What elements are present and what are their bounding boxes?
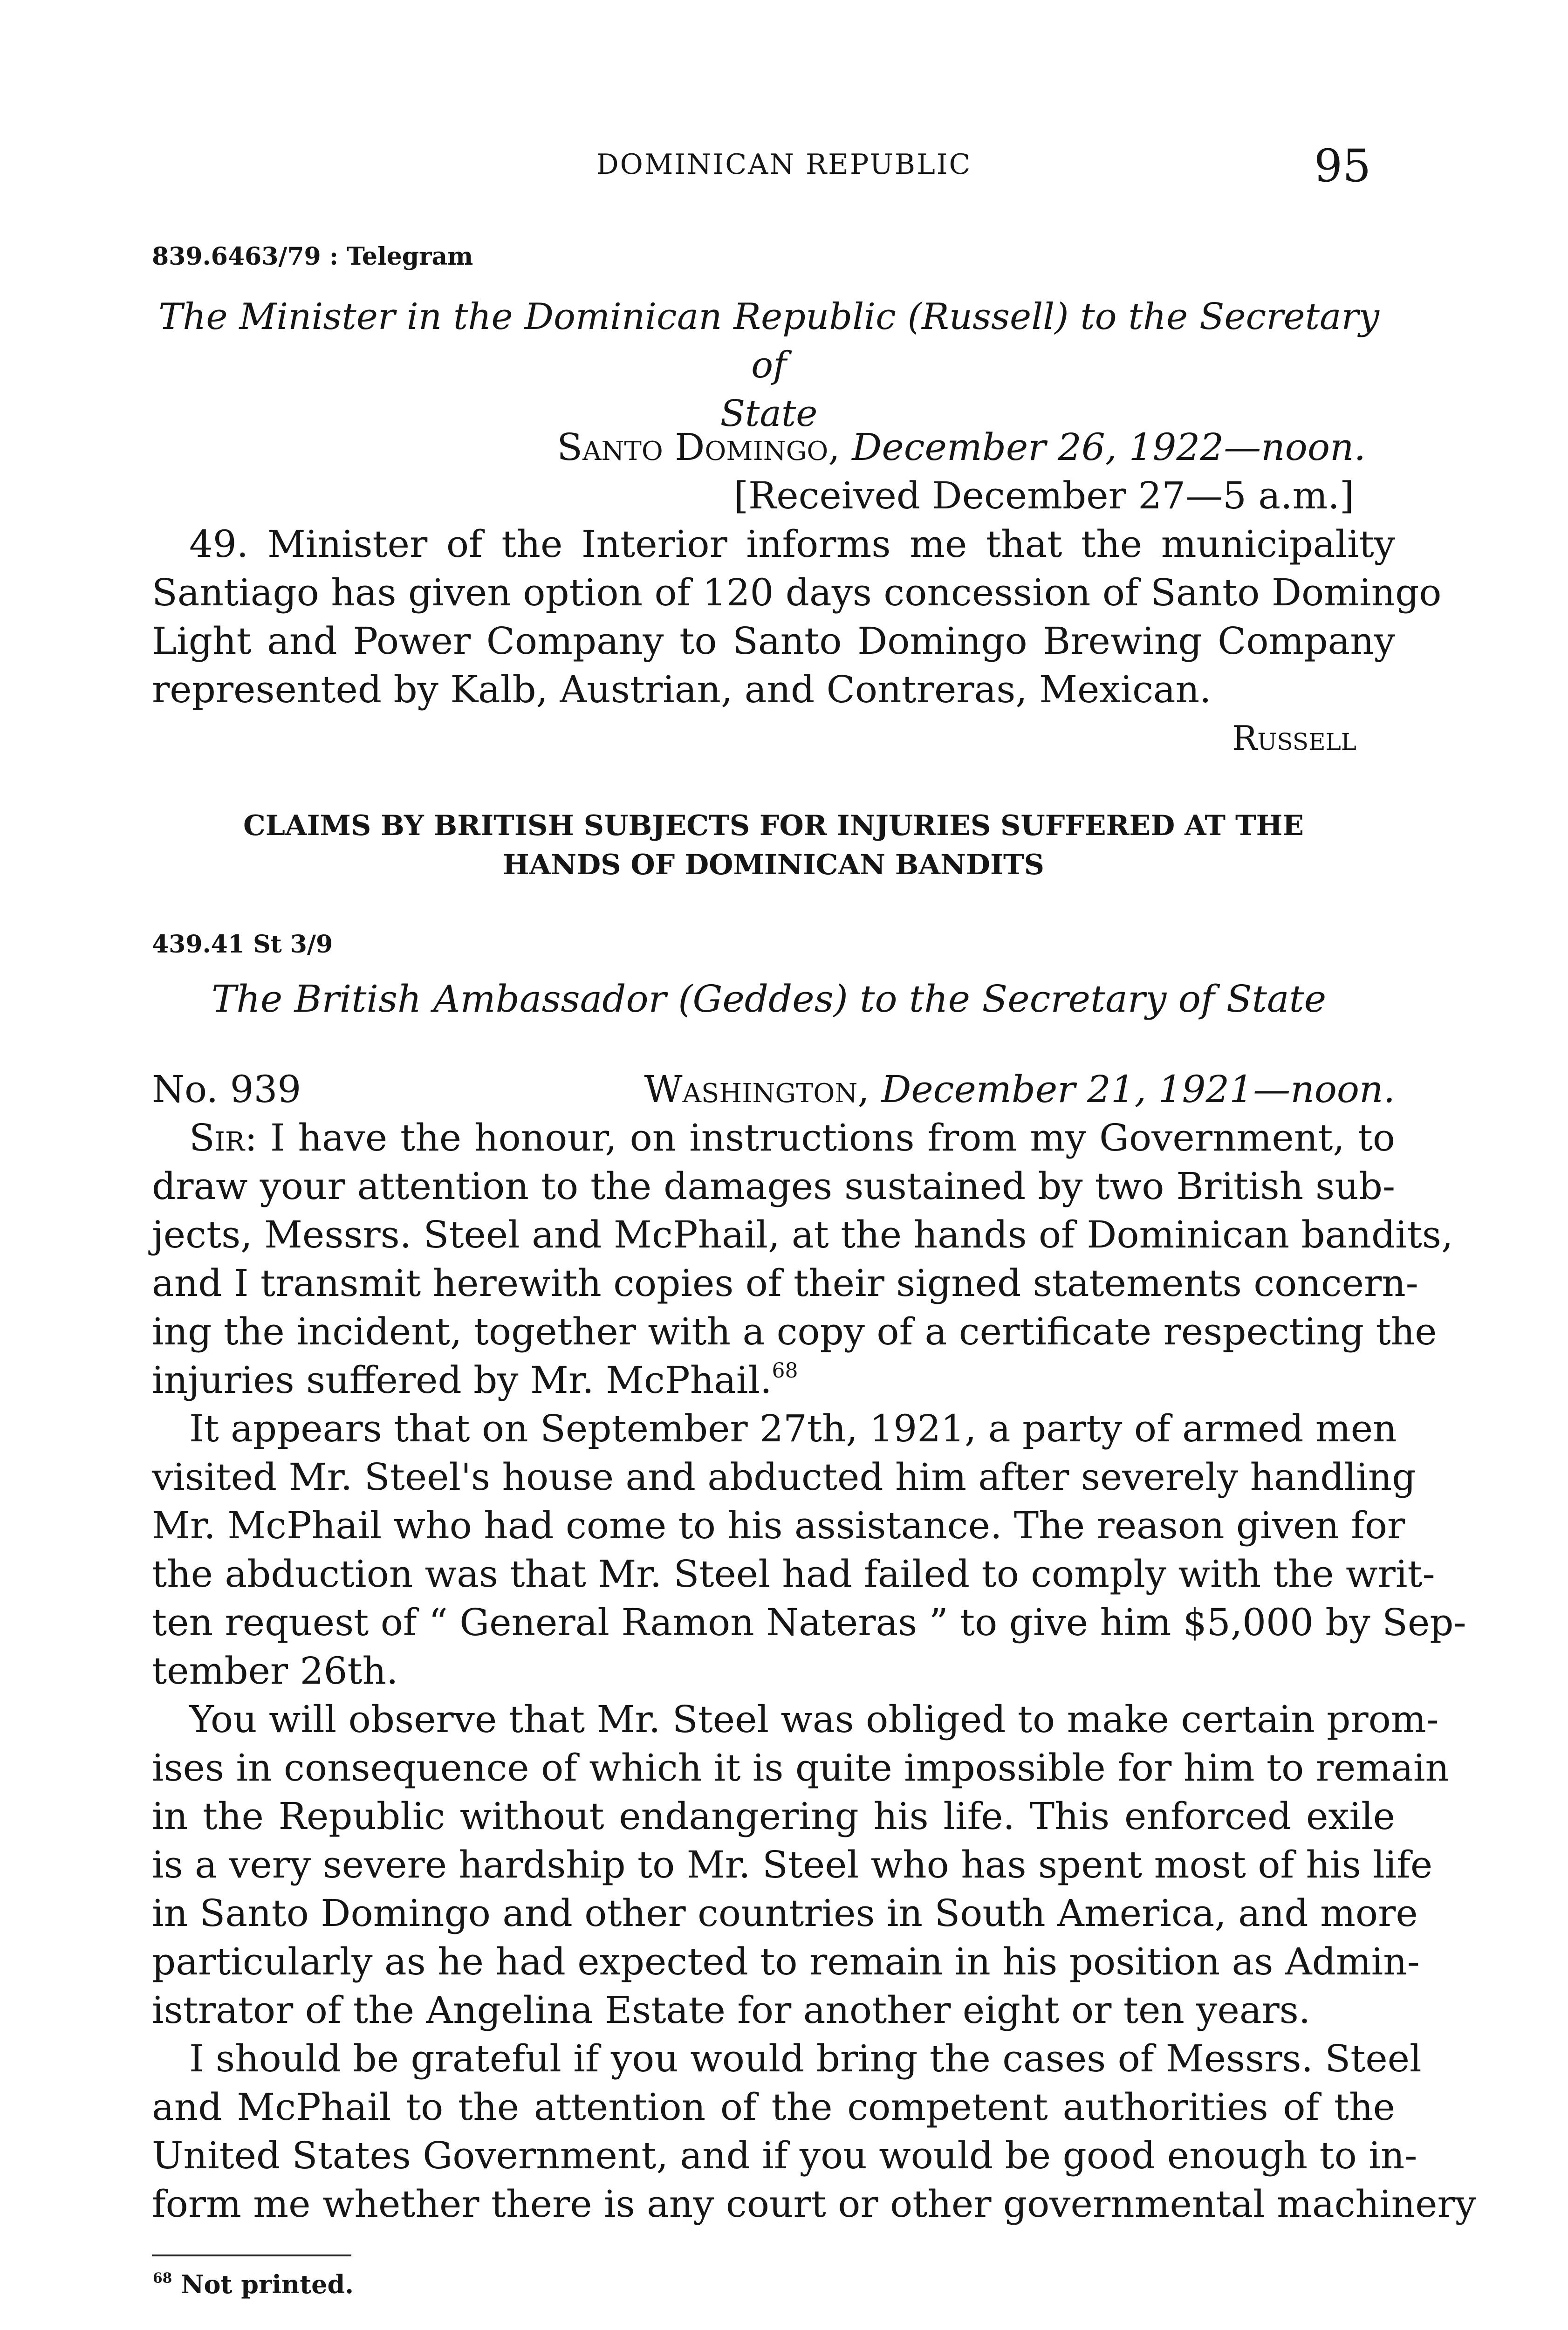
text-line: ing the incident, together with a copy of a certificate respecting the (152, 1310, 1437, 1353)
footnote-marker: 68 (153, 2270, 172, 2287)
text-line: tember 26th. (152, 1649, 398, 1693)
text-line: istrator of the Angelina Estate for another eight or ten years. (152, 1988, 1311, 2032)
file-reference: 439.41 St 3/9 (152, 930, 333, 959)
text-span: I have the honour, on instructions from my Government, to (257, 1116, 1395, 1159)
text-line: form me whether there is any court or other governmental machinery (152, 2182, 1476, 2226)
document-heading (149, 293, 1389, 438)
section-heading-line: CLAIMS BY BRITISH SUBJECTS FOR INJURIES SUFFERED AT THE (243, 809, 1304, 842)
text-line: and McPhail to the attention of the competent authorities of the (152, 2085, 1395, 2129)
footnote-rule (152, 2255, 351, 2256)
dateline-date: December 21, 1921—noon. (881, 1068, 1395, 1111)
running-header: DOMINICAN REPUBLIC (596, 148, 972, 181)
text-line: draw your attention to the damages sustained by two British sub- (152, 1165, 1395, 1208)
text-line: Mr. McPhail who had come to his assistance. The reason given for (152, 1504, 1405, 1547)
text-line: I should be grateful if you would bring the cases of Messrs. Steel (189, 2037, 1422, 2080)
text-span: injuries suffered by Mr. McPhail. (152, 1358, 772, 1402)
text-line (189, 1114, 1395, 1162)
text-line: particularly as he had expected to remain in his position as Admin- (152, 1940, 1420, 1983)
text-line: the abduction was that Mr. Steel had failed to comply with the writ- (152, 1552, 1435, 1596)
text-line: visited Mr. Steel's house and abducted him after severely handling (152, 1455, 1416, 1499)
file-reference: 839.6463/79 : Telegram (152, 242, 473, 271)
section-heading-line: HANDS OF DOMINICAN BANDITS (502, 849, 1044, 881)
text-line (152, 1356, 1395, 1405)
text-line: United States Government, and if you would be good enough to in- (152, 2134, 1417, 2177)
footnote-text: Not printed. (172, 2269, 354, 2299)
heading-line: State (720, 393, 818, 435)
text-line: 49. Minister of the Interior informs me that the municipality (189, 522, 1395, 566)
salutation: Sir: (189, 1116, 258, 1159)
text-line: jects, Messrs. Steel and McPhail, at the hands of Dominican bandits, (152, 1213, 1453, 1256)
dateline (152, 423, 1366, 472)
text-line: Light and Power Company to Santo Domingo Brewing Company (152, 619, 1395, 663)
section-heading (152, 806, 1395, 884)
text-line: and I transmit herewith copies of their signed statements concern- (152, 1261, 1418, 1305)
text-line: Santiago has given option of 120 days concession of Santo Domingo (152, 571, 1442, 614)
footnote-reference: 68 (772, 1359, 798, 1383)
footnote (153, 2269, 354, 2299)
received-note: [Received December 27—5 a.m.] (733, 474, 1354, 517)
text-line: is a very severe hardship to Mr. Steel who has spent most of his life (152, 1843, 1433, 1886)
dateline-place: Washington, (644, 1068, 870, 1111)
text-line: You will observe that Mr. Steel was obliged to make certain prom- (189, 1698, 1439, 1741)
text-line: It appears that on September 27th, 1921, a party of armed men (189, 1407, 1397, 1450)
signature: Russell (1232, 719, 1356, 758)
dateline (152, 1065, 1395, 1114)
document-heading: The British Ambassador (Geddes) to the Secretary of State (211, 977, 1327, 1021)
heading-line: The Minister in the Dominican Republic (Russell) to the Secretary of (158, 296, 1379, 386)
document-number: No. 939 (152, 1068, 301, 1111)
text-line: in the Republic without endangering his life. This enforced exile (152, 1795, 1395, 1838)
text-line: ises in consequence of which it is quite impossible for him to remain (152, 1746, 1450, 1789)
text-line: ten request of “ General Ramon Nateras ” to give him $5,000 by Sep- (152, 1601, 1466, 1644)
text-line: in Santo Domingo and other countries in South America, and more (152, 1891, 1418, 1935)
dateline-date: December 26, 1922—noon. (852, 425, 1366, 469)
page-number: 95 (1314, 140, 1371, 192)
text-line: represented by Kalb, Austrian, and Contreras, Mexican. (152, 668, 1212, 711)
dateline-place: Santo Domingo, (557, 425, 840, 469)
